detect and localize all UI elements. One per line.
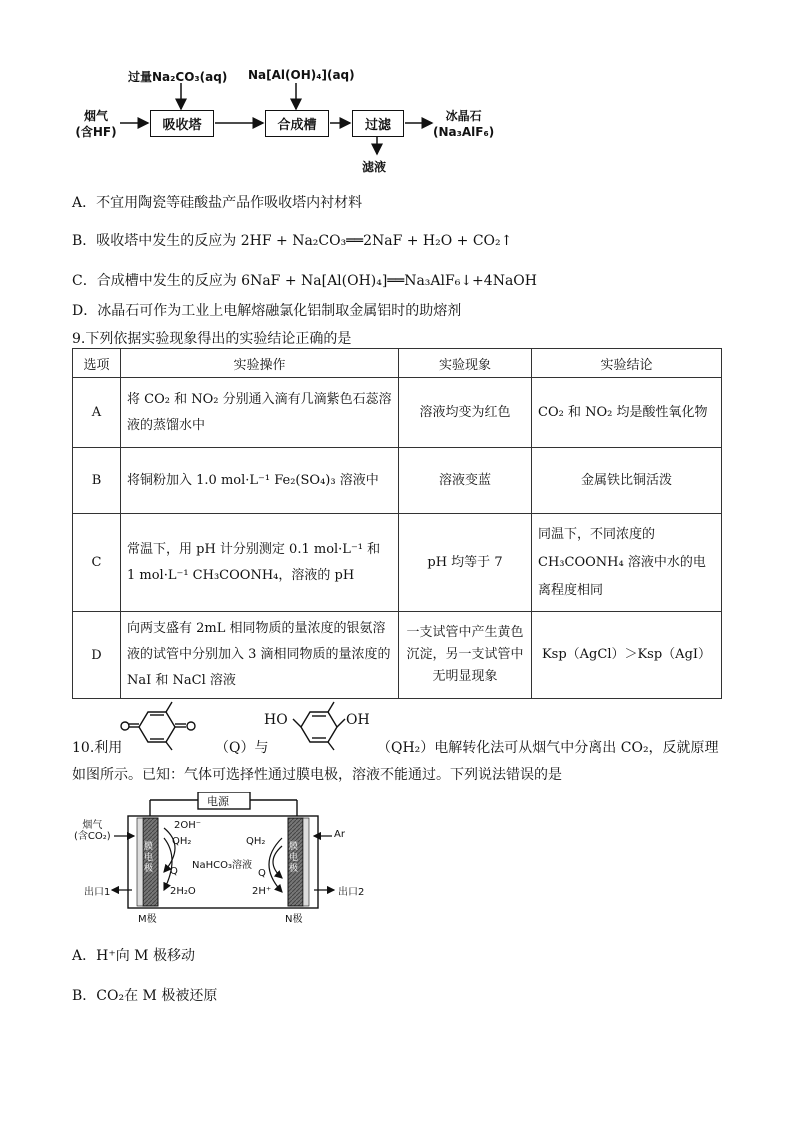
quinone-structure-icon (118, 700, 210, 752)
table-row (73, 514, 722, 612)
q10-option-a: A．H⁺向 M 极移动 (72, 948, 195, 964)
flow-reagent2: Na[Al(OH)₄](aq) (248, 68, 355, 82)
q9-cell-phenomenon: 溶液均变为红色 (399, 378, 532, 448)
diagram-m-pole: M极 (138, 914, 157, 925)
q8-option-c: C．合成槽中发生的反应为 6NaF + Na[Al(OH)₄]══Na₃AlF₆↓+4NaOH (72, 273, 537, 289)
q9-cell-operation: 常温下，用 pH 计分别测定 0.1 mol·L⁻¹ 和 1 mol·L⁻¹ CH₃COONH₄，溶液的 pH (121, 514, 399, 612)
diagram-oh-label: 2OH⁻ (174, 820, 202, 831)
q9-cell-operation: 将 CO₂ 和 NO₂ 分别通入滴有几滴紫色石蕊溶液的蒸馏水中 (121, 378, 399, 448)
svg-text:OH: OH (346, 712, 370, 728)
q9-header-row (73, 349, 722, 378)
q9-cell-conclusion: 同温下，不同浓度的 CH₃COONH₄ 溶液中水的电离程度相同 (532, 514, 722, 612)
diagram-membrane-left: 膜电极 (144, 842, 154, 874)
q9-cell-conclusion: Ksp（AgCl）＞Ksp（AgI） (532, 612, 722, 699)
q9-cell-option: B (73, 448, 121, 514)
q9-cell-phenomenon: 一支试管中产生黄色沉淀，另一支试管中无明显现象 (399, 612, 532, 699)
diagram-q-right: Q (258, 868, 266, 879)
q9-header-operation: 实验操作 (121, 349, 399, 378)
q8-option-a: A．不宜用陶瓷等硅酸盐产品作吸收塔内衬材料 (72, 195, 363, 211)
q9-cell-operation: 向两支盛有 2mL 相同物质的量浓度的银氨溶液的试管中分别加入 3 滴相同物质的量浓度的 NaI 和 NaCl 溶液 (121, 612, 399, 699)
q9-stem: 9.下列依据实验现象得出的实验结论正确的是 (72, 331, 352, 347)
flow-box-filter: 过滤 (352, 110, 404, 137)
table-row (73, 378, 722, 448)
flow-box-absorber: 吸收塔 (150, 110, 214, 137)
q9-cell-conclusion: CO₂ 和 NO₂ 均是酸性氧化物 (532, 378, 722, 448)
diagram-n-pole: N极 (285, 914, 303, 925)
q10-stem-line2: 如图所示。已知：气体可选择性通过膜电极，溶液不能通过。下列说法错误的是 (72, 767, 562, 783)
q9-cell-option: A (73, 378, 121, 448)
flow-input-text: 烟气 (83, 109, 108, 123)
table-row (73, 448, 722, 514)
diagram-hplus-label: 2H⁺ (252, 886, 272, 897)
svg-text:HO: HO (264, 712, 288, 728)
q8-option-d: D．冰晶石可作为工业上电解熔融氯化铝制取金属铝时的助熔剂 (72, 303, 462, 319)
q9-header-conclusion: 实验结论 (532, 349, 722, 378)
diagram-solution-label: NaHCO₃溶液 (192, 860, 252, 871)
q9-cell-option: D (73, 612, 121, 699)
q10-q-label: （Q）与 (215, 740, 269, 756)
table-row (73, 612, 722, 699)
q9-header-phenomenon: 实验现象 (399, 349, 532, 378)
diagram-flue-text: 烟气 (82, 820, 103, 831)
diagram-power-label: 电源 (207, 795, 229, 808)
q8-option-b: B．吸收塔中发生的反应为 2HF + Na₂CO₃══2NaF + H₂O + CO₂↑ (72, 233, 513, 249)
q9-cell-phenomenon: pH 均等于 7 (399, 514, 532, 612)
q10-qh2-label: （QH₂）电解转化法可从烟气中分离出 CO₂，反就原理 (377, 740, 719, 756)
flow-output-label (433, 108, 494, 140)
hydroquinone-structure-icon (262, 700, 377, 752)
flow-output-sub: (Na₃AlF₆) (433, 125, 495, 139)
diagram-flue-label (74, 820, 111, 842)
diagram-h2o-label: 2H₂O (170, 886, 196, 897)
q10-stem-prefix: 10.利用 (72, 740, 123, 756)
q9-cell-operation: 将铜粉加入 1.0 mol·L⁻¹ Fe₂(SO₄)₃ 溶液中 (121, 448, 399, 514)
q9-cell-phenomenon: 溶液变蓝 (399, 448, 532, 514)
flow-filtrate: 滤液 (362, 160, 387, 174)
q9-cell-option: C (73, 514, 121, 612)
diagram-q-left: Q (170, 866, 178, 877)
flow-input-label (74, 108, 118, 140)
diagram-outlet1-label: 出口1 (84, 887, 111, 898)
diagram-outlet2-label: 出口2 (338, 887, 365, 898)
q9-header-option: 选项 (73, 349, 121, 378)
diagram-membrane-right: 膜电极 (289, 842, 299, 874)
q9-table (72, 348, 722, 699)
diagram-flue-sub: (含CO₂) (74, 831, 111, 842)
q10-option-b: B．CO₂在 M 极被还原 (72, 988, 218, 1004)
flow-output-text: 冰晶石 (445, 109, 482, 123)
diagram-qh2-left: QH₂ (172, 836, 192, 847)
diagram-ar-label: Ar (334, 829, 345, 840)
q9-cell-conclusion: 金属铁比铜活泼 (532, 448, 722, 514)
flow-reagent1: 过量Na₂CO₃(aq) (128, 70, 228, 84)
flow-input-sub: (含HF) (75, 125, 117, 139)
flow-box-synthesis: 合成槽 (265, 110, 329, 137)
diagram-qh2-right: QH₂ (246, 836, 266, 847)
